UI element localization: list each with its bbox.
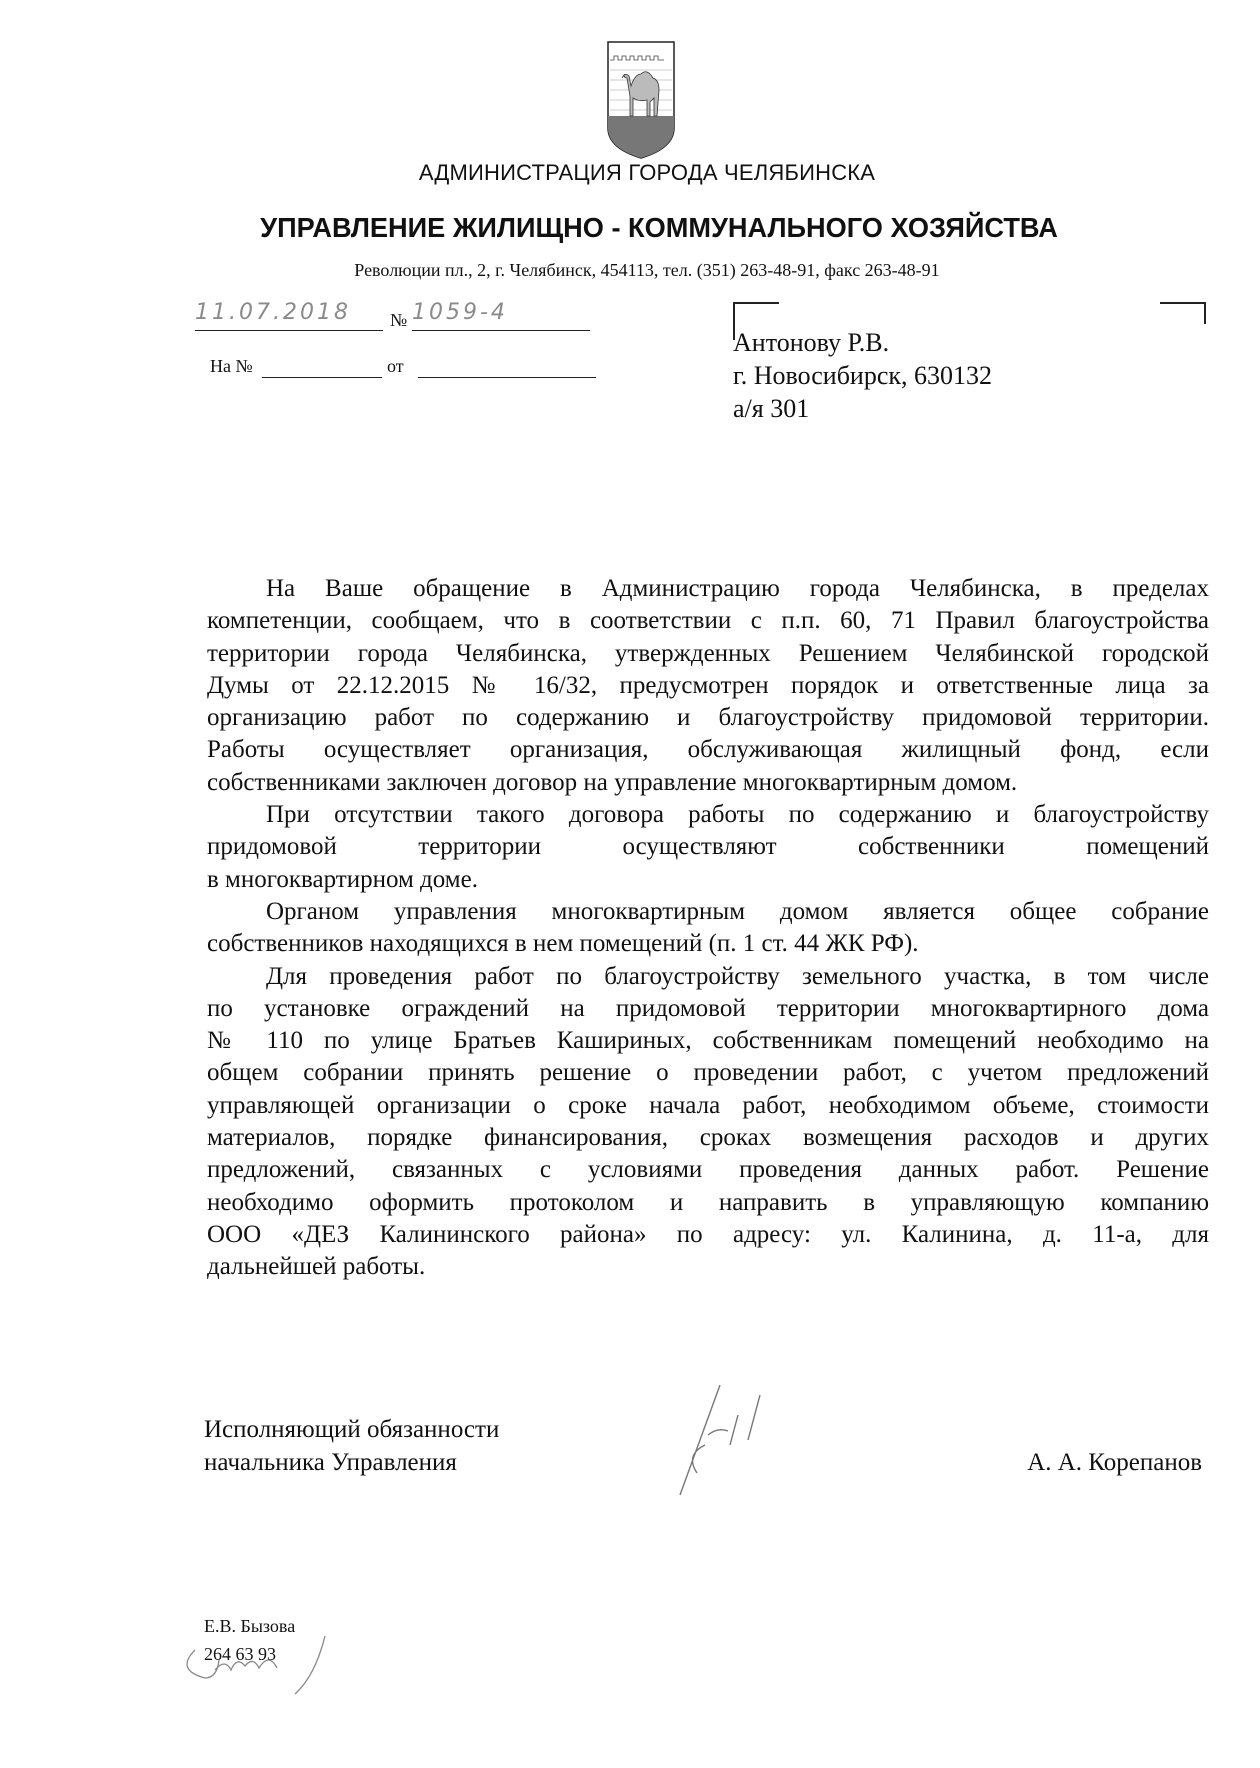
number-sign: № [390, 310, 408, 330]
text-line: На Ваше обращение в Администрацию города Челябинска, в пределах [266, 575, 1209, 602]
reply-to-number-field [262, 356, 382, 378]
administration-name: АДМИНИСТРАЦИЯ ГОРОДА ЧЕЛЯБИНСКА [418, 160, 876, 185]
executor-signature [175, 1630, 355, 1700]
paragraph [207, 896, 1209, 961]
text-line: придомовой территории осуществляют собственники помещений [207, 833, 1209, 861]
text-line: компетенции, сообщаем, что в соответствии с п.п. 60, 71 Правил благоустройства [207, 607, 1209, 635]
text-line: дальнейшей работы. [207, 1253, 426, 1281]
text-line: материалов, порядке финансирования, сроках возмещения расходов и других [207, 1124, 1209, 1152]
text-line: территории города Челябинска, утвержденных Решением Челябинской городской [207, 639, 1209, 667]
from-label: от [387, 356, 404, 376]
text-line: предложений, связанных с условиями проведения данных работ. Решение [207, 1156, 1209, 1184]
position-line-1: Исполняющий обязанности [204, 1416, 500, 1443]
date-field [195, 300, 383, 331]
handwritten-date: 11.07.2018 [195, 300, 351, 325]
department-title: УПРАВЛЕНИЕ ЖИЛИЩНО - КОММУНАЛЬНОГО ХОЗЯЙСТВА [260, 212, 1058, 243]
text-line: общем собрании принять решение о проведении работ, с учетом предложений [207, 1059, 1209, 1087]
executor-phone: 264 63 93 [204, 1644, 276, 1664]
text-line: № 110 по улице Братьев Кашириных, собственникам помещений необходимо на [207, 1027, 1209, 1055]
number-field [412, 300, 590, 331]
paragraph [207, 961, 1209, 1284]
signatory-name: А. А. Корепанов [1027, 1449, 1202, 1476]
text-line: Органом управления многоквартирным домом является общее собрание [266, 897, 1209, 925]
text-line: собственниками заключен договор на управление многоквартирным домом. [207, 768, 1018, 796]
text-line: Для проведения работ по благоустройству земельного участка, в том числе [266, 962, 1209, 990]
text-line: необходимо оформить протоколом и направить в управляющую компанию [207, 1188, 1209, 1216]
address-corner-right [1160, 302, 1206, 324]
text-line: ООО «ДЕЗ Калининского района» по адресу: ул. Калинина, д. 11-а, для [207, 1220, 1209, 1248]
handwritten-signature [660, 1375, 800, 1505]
paragraph [207, 799, 1209, 896]
text-line: в многоквартирном доме. [207, 865, 478, 893]
text-line: При отсутствии такого договора работы по содержанию и благоустройству [266, 801, 1209, 829]
text-line: организацию работ по содержанию и благоустройству придомовой территории. [207, 704, 1209, 732]
text-line: Думы от 22.12.2015 № 16/32, предусмотрен порядок и ответственные лица за [207, 671, 1209, 699]
letter-body [207, 573, 1209, 1284]
signatory-position [204, 1413, 499, 1479]
reply-to-date-field [418, 356, 596, 378]
recipient-block [733, 326, 992, 425]
paragraph [207, 573, 1209, 799]
department-address: Революции пл., 2, г. Челябинск, 454113, тел. (351) 263-48-91, факс 263-48-91 [354, 260, 940, 280]
executor-name: Е.В. Бызова [204, 1616, 296, 1636]
reply-to-label: На № [210, 356, 253, 376]
text-line: управляющей организации о сроке начала работ, необходимом объеме, стоимости [207, 1091, 1209, 1119]
text-line: по установке ограждений на придомовой территории многоквартирного дома [207, 994, 1209, 1022]
recipient-po-box: а/я 301 [733, 394, 810, 423]
handwritten-number: 1059-4 [412, 300, 508, 325]
recipient-name: Антонову Р.В. [733, 328, 890, 357]
position-line-2: начальника Управления [204, 1449, 457, 1476]
text-line: собственников находящихся в нем помещений (п. 1 ст. 44 ЖК РФ). [207, 930, 919, 958]
text-line: Работы осуществляет организация, обслуживающая жилищный фонд, если [207, 736, 1209, 764]
recipient-city: г. Новосибирск, 630132 [733, 361, 993, 390]
coat-of-arms-logo [606, 40, 676, 160]
